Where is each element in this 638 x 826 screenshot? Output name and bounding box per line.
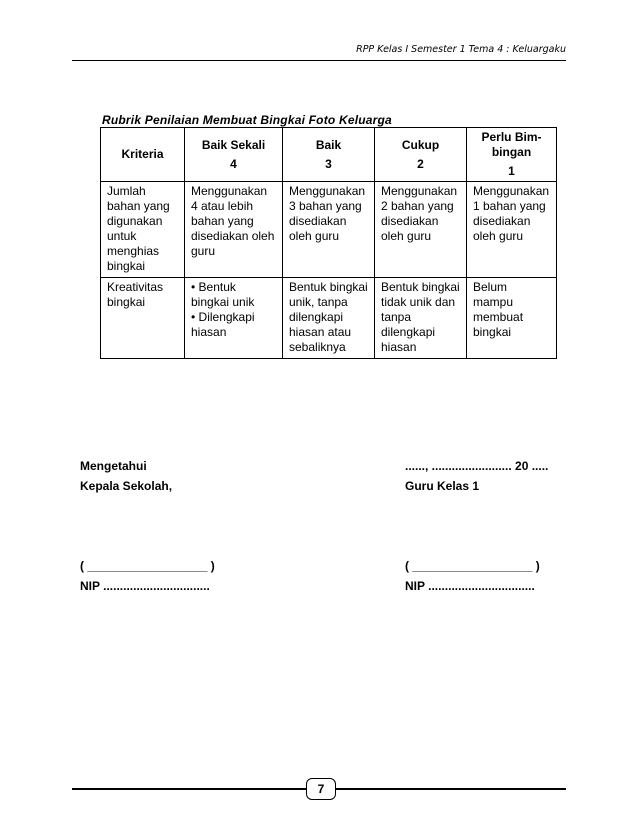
score-1-cell: Menggunakan 1 bahan yang disediakan oleh guru	[467, 182, 557, 278]
header-perlu-bimbingan: Perlu Bim-bingan 1	[467, 128, 557, 182]
score-2-cell: Bentuk bingkai tidak unik dan tanpa dilengkapi hiasan	[375, 278, 467, 359]
criteria-cell: Jumlah bahan yang digunakan untuk menghias bingkai	[101, 182, 185, 278]
score-3-cell: Bentuk bingkai unik, tanpa dilengkapi hiasan atau sebaliknya	[283, 278, 375, 359]
sig-right-nip: NIP ................................	[405, 579, 535, 593]
header-criteria: Kriteria	[101, 128, 185, 182]
sig-left-name: ( __________________ )	[80, 559, 215, 573]
table-row	[101, 278, 557, 359]
header-cukup: Cukup 2	[375, 128, 467, 182]
score-3-cell: Menggunakan 3 bahan yang disediakan oleh guru	[283, 182, 375, 278]
score-4: 4	[230, 156, 237, 171]
score-4-cell	[185, 278, 283, 359]
header-baik: Baik 3	[283, 128, 375, 182]
score-1-cell: Belum mampu membuat bingkai	[467, 278, 557, 359]
signature-left	[80, 458, 215, 598]
score-4-cell: Menggunakan 4 atau lebih bahan yang disediakan oleh guru	[185, 182, 283, 278]
score-3: 3	[325, 156, 332, 171]
table-row	[101, 182, 557, 278]
sig-right-line2: Guru Kelas 1	[405, 479, 480, 493]
sig-right-name: ( __________________ )	[405, 559, 540, 573]
score-2-cell: Menggunakan 2 bahan yang disediakan oleh guru	[375, 182, 467, 278]
table-header-row	[101, 128, 557, 182]
criteria-cell: Kreativitas bingkai	[101, 278, 185, 359]
rubric-title: Rubrik Penilaian Membuat Bingkai Foto Keluarga	[102, 113, 392, 127]
page-number: 7	[306, 778, 336, 800]
bullet-item: • Bentuk bingkai unik	[191, 280, 255, 309]
sig-right-line1: ......, ........................ 20 .....	[405, 459, 549, 473]
score-2: 2	[417, 156, 424, 171]
header-baik-sekali: Baik Sekali 4	[185, 128, 283, 182]
running-header: RPP Kelas I Semester 1 Tema 4 : Keluargaku	[356, 44, 566, 55]
bullet-item: • Dilengkapi hiasan	[191, 310, 255, 339]
signature-right	[405, 458, 548, 598]
header-rule	[72, 60, 566, 61]
sig-left-line2: Kepala Sekolah,	[80, 479, 173, 493]
sig-left-nip: NIP ................................	[80, 579, 210, 593]
sig-left-line1: Mengetahui	[80, 459, 147, 473]
rubric-table	[100, 127, 557, 359]
score-1: 1	[508, 164, 515, 178]
